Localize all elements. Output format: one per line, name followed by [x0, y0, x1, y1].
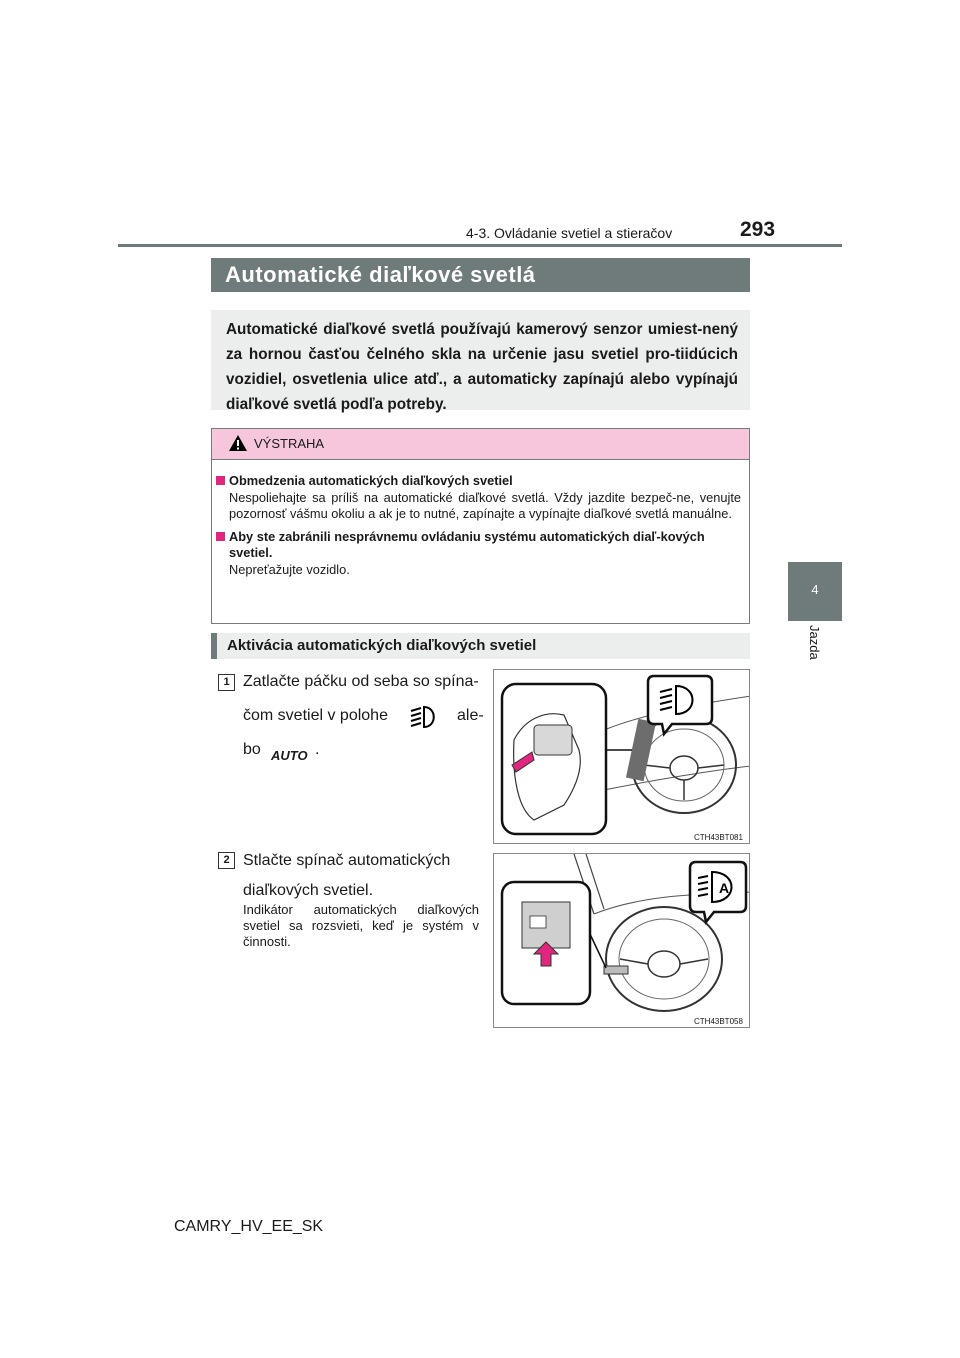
step-2-note: Indikátor automatických diaľkových svetiel sa rozsvieti, keď je systém v činnosti. — [243, 902, 479, 949]
warning-item-text: Nespoliehajte sa príliš na automatické diaľkové svetlá. Vždy jazdite bezpeč-ne, venujte pozornosť vášmu okoliu a ak je to nutné, zapínajte a vypínajte diaľkové svetlá manuálne. — [229, 489, 741, 521]
warning-label: VÝSTRAHA — [254, 436, 325, 451]
warning-triangle-icon — [228, 434, 248, 452]
figure-1 — [493, 669, 750, 844]
page-title-bar — [211, 258, 750, 292]
step-1-line-3 — [243, 735, 489, 765]
step-number: 2 — [218, 852, 235, 869]
subsection-accent — [211, 633, 217, 659]
header-rule — [118, 244, 842, 247]
warning-header — [212, 429, 749, 460]
page-title: Automatické diaľkové svetlá — [225, 262, 536, 287]
running-header-section: 4-3. Ovládanie svetiel a stieračov — [466, 225, 673, 241]
figure-1-illustration — [494, 670, 750, 844]
intro-box — [211, 310, 750, 413]
step-1-line-2a: čom svetiel v polohe — [243, 707, 388, 724]
figure-2-illustration — [494, 854, 750, 1028]
step-1-line-2 — [243, 697, 489, 735]
subsection-heading-bar — [211, 633, 750, 659]
step-1-line-2b: ale- — [457, 707, 484, 724]
figure-code: CTH43BT058 — [694, 1017, 743, 1026]
step-1-line-3b: . — [315, 741, 320, 758]
warning-item-heading: Obmedzenia automatických diaľkových svetiel — [216, 473, 741, 490]
step-2-line: diaľkových svetiel. — [243, 882, 374, 899]
step-1-text — [243, 667, 489, 765]
auto-symbol: AUTO — [271, 748, 308, 763]
subsection-heading: Aktivácia automatických diaľkových svetiel — [227, 637, 537, 654]
page-number: 293 — [740, 218, 776, 241]
warning-body — [216, 473, 741, 584]
step-1-line: Zatlačte páčku od seba so spína- — [243, 673, 479, 690]
warning-item-heading: Aby ste zabránili nesprávnemu ovládaniu systému automatických diaľ-kových svetiel. — [216, 529, 741, 562]
warning-box — [211, 428, 750, 624]
step-1-line-3a: bo — [243, 741, 261, 758]
figure-2 — [493, 853, 750, 1028]
chapter-tab — [788, 562, 842, 621]
footer-model-code: CAMRY_HV_EE_SK — [174, 1218, 324, 1235]
chapter-label — [806, 625, 824, 675]
warning-item-text: Nepreťažujte vozidlo. — [229, 561, 350, 577]
step-number: 1 — [218, 674, 235, 691]
chapter-label-text: Jazda — [807, 625, 822, 660]
step-2-text — [243, 846, 479, 906]
step-2-line: Stlačte spínač automatických — [243, 852, 451, 869]
chapter-number: 4 — [811, 582, 819, 597]
headlight-beam-icon — [409, 705, 439, 729]
svg-text:A: A — [719, 880, 730, 896]
figure-code: CTH43BT081 — [694, 833, 743, 842]
intro-text: Automatické diaľkové svetlá používajú kamerový senzor umiest-nený za hornou časťou čelného skla na určenie jasu svetiel pro-tiidúcich vozidiel, osvetlenia ulice atď., a automaticky zapínajú alebo vypínajú diaľkové svetlá podľa potreby. — [226, 321, 738, 413]
